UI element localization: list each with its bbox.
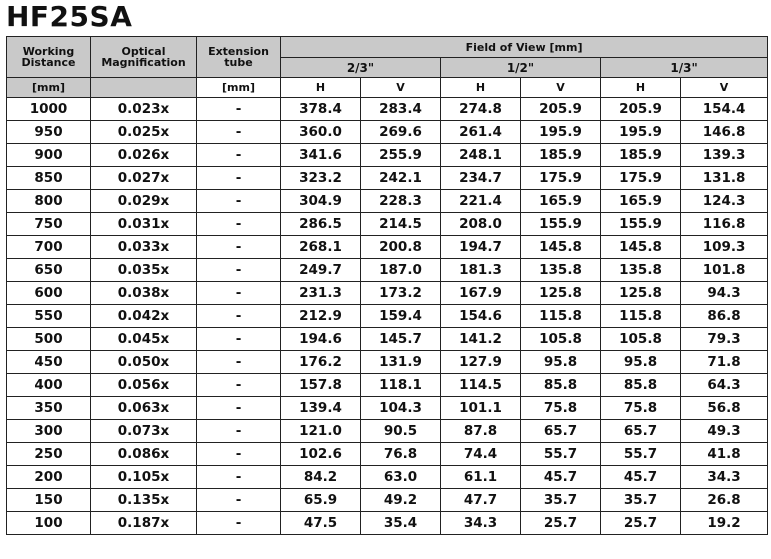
- v-1-2-cell: 75.8: [521, 397, 601, 420]
- working-distance-cell: 250: [7, 443, 91, 466]
- table-body: [7, 98, 768, 535]
- v-1-3-cell: 124.3: [681, 190, 768, 213]
- h-2-3-cell: 194.6: [281, 328, 361, 351]
- magnification-cell: 0.026x: [91, 144, 197, 167]
- extension-tube-cell: -: [197, 121, 281, 144]
- magnification-cell: 0.045x: [91, 328, 197, 351]
- h-1-3-cell: 195.9: [601, 121, 681, 144]
- extension-tube-cell: -: [197, 328, 281, 351]
- h-2-3-cell: 157.8: [281, 374, 361, 397]
- v-1-2-cell: 65.7: [521, 420, 601, 443]
- table-row: [7, 167, 768, 190]
- v-1-3-cell: 116.8: [681, 213, 768, 236]
- h-2-3-cell: 212.9: [281, 305, 361, 328]
- h-2-3-cell: 304.9: [281, 190, 361, 213]
- v-2-3-cell: 187.0: [361, 259, 441, 282]
- h-1-3-cell: 55.7: [601, 443, 681, 466]
- field-of-view-table: [6, 36, 768, 535]
- h-2-3-cell: 84.2: [281, 466, 361, 489]
- h-2-3-cell: 341.6: [281, 144, 361, 167]
- h-1-3-cell: 85.8: [601, 374, 681, 397]
- v-1-3-cell: 71.8: [681, 351, 768, 374]
- magnification-cell: 0.063x: [91, 397, 197, 420]
- h-2-3-cell: 360.0: [281, 121, 361, 144]
- h-1-2-cell: 74.4: [441, 443, 521, 466]
- header-ext-unit: [mm]: [197, 78, 281, 98]
- h-1-3-cell: 25.7: [601, 512, 681, 535]
- h-1-2-cell: 221.4: [441, 190, 521, 213]
- magnification-cell: 0.187x: [91, 512, 197, 535]
- header-row-3: [7, 78, 768, 98]
- header-extension-tube: Extension tube: [197, 37, 281, 78]
- working-distance-cell: 950: [7, 121, 91, 144]
- magnification-cell: 0.025x: [91, 121, 197, 144]
- h-1-2-cell: 194.7: [441, 236, 521, 259]
- extension-tube-cell: -: [197, 213, 281, 236]
- h-1-2-cell: 101.1: [441, 397, 521, 420]
- v-2-3-cell: 104.3: [361, 397, 441, 420]
- working-distance-cell: 650: [7, 259, 91, 282]
- v-1-3-cell: 139.3: [681, 144, 768, 167]
- extension-tube-cell: -: [197, 305, 281, 328]
- page-title: HF25SA: [6, 0, 133, 33]
- working-distance-cell: 550: [7, 305, 91, 328]
- h-2-3-cell: 65.9: [281, 489, 361, 512]
- v-1-2-cell: 165.9: [521, 190, 601, 213]
- h-1-3-cell: 125.8: [601, 282, 681, 305]
- table-row: [7, 328, 768, 351]
- h-1-2-cell: 141.2: [441, 328, 521, 351]
- v-1-2-cell: 145.8: [521, 236, 601, 259]
- working-distance-cell: 700: [7, 236, 91, 259]
- working-distance-cell: 600: [7, 282, 91, 305]
- v-1-3-cell: 26.8: [681, 489, 768, 512]
- h-2-3-cell: 268.1: [281, 236, 361, 259]
- extension-tube-cell: -: [197, 489, 281, 512]
- working-distance-cell: 1000: [7, 98, 91, 121]
- v-2-3-cell: 118.1: [361, 374, 441, 397]
- table-row: [7, 420, 768, 443]
- v-2-3-cell: 90.5: [361, 420, 441, 443]
- working-distance-cell: 150: [7, 489, 91, 512]
- v-1-2-cell: 105.8: [521, 328, 601, 351]
- h-1-2-cell: 34.3: [441, 512, 521, 535]
- table-row: [7, 121, 768, 144]
- header-optical-magnification: Optical Magnification: [91, 37, 197, 78]
- h-1-2-cell: 47.7: [441, 489, 521, 512]
- v-2-3-cell: 131.9: [361, 351, 441, 374]
- v-2-3-cell: 283.4: [361, 98, 441, 121]
- v-1-3-cell: 154.4: [681, 98, 768, 121]
- extension-tube-cell: -: [197, 351, 281, 374]
- h-2-3-cell: 231.3: [281, 282, 361, 305]
- magnification-cell: 0.050x: [91, 351, 197, 374]
- magnification-cell: 0.135x: [91, 489, 197, 512]
- h-1-2-cell: 154.6: [441, 305, 521, 328]
- v-1-2-cell: 35.7: [521, 489, 601, 512]
- working-distance-cell: 900: [7, 144, 91, 167]
- extension-tube-cell: -: [197, 167, 281, 190]
- h-1-3-cell: 155.9: [601, 213, 681, 236]
- extension-tube-cell: -: [197, 259, 281, 282]
- magnification-cell: 0.073x: [91, 420, 197, 443]
- table-row: [7, 98, 768, 121]
- v-1-3-cell: 94.3: [681, 282, 768, 305]
- v-2-3-cell: 214.5: [361, 213, 441, 236]
- v-2-3-cell: 173.2: [361, 282, 441, 305]
- h-1-2-cell: 274.8: [441, 98, 521, 121]
- h-2-3-cell: 121.0: [281, 420, 361, 443]
- h-1-2-cell: 61.1: [441, 466, 521, 489]
- working-distance-cell: 350: [7, 397, 91, 420]
- v-1-3-cell: 56.8: [681, 397, 768, 420]
- working-distance-cell: 100: [7, 512, 91, 535]
- extension-tube-cell: -: [197, 190, 281, 213]
- v-1-3-cell: 34.3: [681, 466, 768, 489]
- v-1-2-cell: 45.7: [521, 466, 601, 489]
- working-distance-cell: 200: [7, 466, 91, 489]
- table-row: [7, 374, 768, 397]
- magnification-cell: 0.029x: [91, 190, 197, 213]
- v-2-3-cell: 145.7: [361, 328, 441, 351]
- h-1-3-cell: 185.9: [601, 144, 681, 167]
- table-row: [7, 144, 768, 167]
- table-row: [7, 443, 768, 466]
- working-distance-cell: 750: [7, 213, 91, 236]
- header-mag-unit: [91, 78, 197, 98]
- v-2-3-cell: 242.1: [361, 167, 441, 190]
- v-1-3-cell: 79.3: [681, 328, 768, 351]
- header-h: H: [601, 78, 681, 98]
- v-1-3-cell: 86.8: [681, 305, 768, 328]
- magnification-cell: 0.033x: [91, 236, 197, 259]
- h-1-3-cell: 205.9: [601, 98, 681, 121]
- table-row: [7, 512, 768, 535]
- header-h: H: [281, 78, 361, 98]
- v-2-3-cell: 49.2: [361, 489, 441, 512]
- h-1-2-cell: 208.0: [441, 213, 521, 236]
- h-1-2-cell: 87.8: [441, 420, 521, 443]
- v-1-3-cell: 41.8: [681, 443, 768, 466]
- h-1-2-cell: 261.4: [441, 121, 521, 144]
- v-1-2-cell: 135.8: [521, 259, 601, 282]
- magnification-cell: 0.056x: [91, 374, 197, 397]
- h-2-3-cell: 139.4: [281, 397, 361, 420]
- working-distance-cell: 450: [7, 351, 91, 374]
- h-1-2-cell: 167.9: [441, 282, 521, 305]
- header-h: H: [441, 78, 521, 98]
- header-sensor-2-3: 2/3": [281, 58, 441, 78]
- v-2-3-cell: 35.4: [361, 512, 441, 535]
- magnification-cell: 0.027x: [91, 167, 197, 190]
- table-row: [7, 282, 768, 305]
- v-1-2-cell: 125.8: [521, 282, 601, 305]
- v-2-3-cell: 255.9: [361, 144, 441, 167]
- v-1-2-cell: 95.8: [521, 351, 601, 374]
- v-1-2-cell: 25.7: [521, 512, 601, 535]
- h-2-3-cell: 378.4: [281, 98, 361, 121]
- working-distance-cell: 850: [7, 167, 91, 190]
- magnification-cell: 0.042x: [91, 305, 197, 328]
- working-distance-cell: 400: [7, 374, 91, 397]
- extension-tube-cell: -: [197, 397, 281, 420]
- extension-tube-cell: -: [197, 512, 281, 535]
- v-1-2-cell: 175.9: [521, 167, 601, 190]
- h-1-2-cell: 181.3: [441, 259, 521, 282]
- v-2-3-cell: 228.3: [361, 190, 441, 213]
- table-row: [7, 259, 768, 282]
- v-2-3-cell: 63.0: [361, 466, 441, 489]
- table-row: [7, 213, 768, 236]
- magnification-cell: 0.086x: [91, 443, 197, 466]
- header-sensor-1-2: 1/2": [441, 58, 601, 78]
- header-working-distance: Working Distance: [7, 37, 91, 78]
- h-1-2-cell: 248.1: [441, 144, 521, 167]
- table-row: [7, 397, 768, 420]
- v-1-3-cell: 131.8: [681, 167, 768, 190]
- table-row: [7, 489, 768, 512]
- magnification-cell: 0.105x: [91, 466, 197, 489]
- working-distance-cell: 800: [7, 190, 91, 213]
- v-1-3-cell: 146.8: [681, 121, 768, 144]
- magnification-cell: 0.031x: [91, 213, 197, 236]
- working-distance-cell: 500: [7, 328, 91, 351]
- extension-tube-cell: -: [197, 282, 281, 305]
- v-1-2-cell: 155.9: [521, 213, 601, 236]
- magnification-cell: 0.023x: [91, 98, 197, 121]
- header-row-1: [7, 37, 768, 58]
- extension-tube-cell: -: [197, 144, 281, 167]
- v-2-3-cell: 76.8: [361, 443, 441, 466]
- magnification-cell: 0.035x: [91, 259, 197, 282]
- h-1-3-cell: 65.7: [601, 420, 681, 443]
- h-2-3-cell: 176.2: [281, 351, 361, 374]
- h-1-2-cell: 234.7: [441, 167, 521, 190]
- header-v: V: [521, 78, 601, 98]
- h-1-2-cell: 114.5: [441, 374, 521, 397]
- header-wd-unit: [mm]: [7, 78, 91, 98]
- h-2-3-cell: 47.5: [281, 512, 361, 535]
- h-1-3-cell: 95.8: [601, 351, 681, 374]
- table-row: [7, 305, 768, 328]
- header-v: V: [361, 78, 441, 98]
- v-1-3-cell: 109.3: [681, 236, 768, 259]
- header-sensor-1-3: 1/3": [601, 58, 768, 78]
- v-2-3-cell: 200.8: [361, 236, 441, 259]
- h-1-3-cell: 45.7: [601, 466, 681, 489]
- v-1-2-cell: 195.9: [521, 121, 601, 144]
- header-field-of-view: Field of View [mm]: [281, 37, 768, 58]
- v-1-2-cell: 55.7: [521, 443, 601, 466]
- v-1-2-cell: 85.8: [521, 374, 601, 397]
- h-2-3-cell: 323.2: [281, 167, 361, 190]
- v-2-3-cell: 269.6: [361, 121, 441, 144]
- h-1-3-cell: 165.9: [601, 190, 681, 213]
- v-1-3-cell: 49.3: [681, 420, 768, 443]
- h-1-3-cell: 145.8: [601, 236, 681, 259]
- h-2-3-cell: 102.6: [281, 443, 361, 466]
- h-1-3-cell: 115.8: [601, 305, 681, 328]
- v-1-3-cell: 64.3: [681, 374, 768, 397]
- extension-tube-cell: -: [197, 443, 281, 466]
- v-1-2-cell: 205.9: [521, 98, 601, 121]
- extension-tube-cell: -: [197, 374, 281, 397]
- h-1-3-cell: 175.9: [601, 167, 681, 190]
- v-1-3-cell: 101.8: [681, 259, 768, 282]
- header-v: V: [681, 78, 768, 98]
- extension-tube-cell: -: [197, 236, 281, 259]
- v-2-3-cell: 159.4: [361, 305, 441, 328]
- h-1-3-cell: 135.8: [601, 259, 681, 282]
- table-row: [7, 190, 768, 213]
- h-1-3-cell: 35.7: [601, 489, 681, 512]
- h-1-3-cell: 75.8: [601, 397, 681, 420]
- extension-tube-cell: -: [197, 420, 281, 443]
- h-1-2-cell: 127.9: [441, 351, 521, 374]
- h-2-3-cell: 249.7: [281, 259, 361, 282]
- v-1-2-cell: 185.9: [521, 144, 601, 167]
- table-row: [7, 236, 768, 259]
- h-1-3-cell: 105.8: [601, 328, 681, 351]
- working-distance-cell: 300: [7, 420, 91, 443]
- v-1-2-cell: 115.8: [521, 305, 601, 328]
- magnification-cell: 0.038x: [91, 282, 197, 305]
- h-2-3-cell: 286.5: [281, 213, 361, 236]
- extension-tube-cell: -: [197, 466, 281, 489]
- table-row: [7, 466, 768, 489]
- table-row: [7, 351, 768, 374]
- extension-tube-cell: -: [197, 98, 281, 121]
- v-1-3-cell: 19.2: [681, 512, 768, 535]
